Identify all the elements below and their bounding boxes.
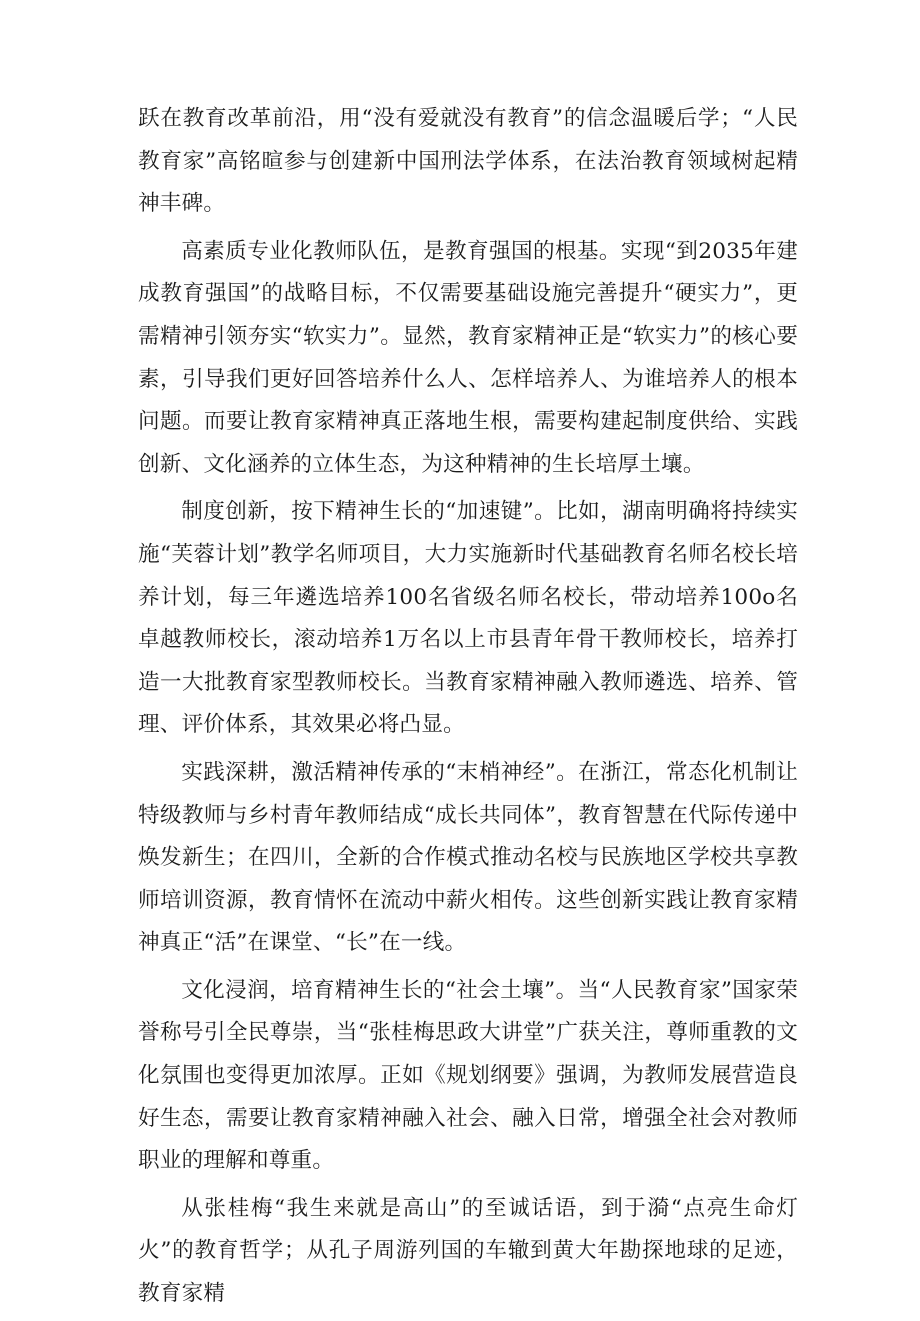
paragraph-3: 制度创新，按下精神生长的“加速键”。比如，湖南明确将持续实施“芙蓉计划”教学名师项目，大力实施新时代基础教育名师名校长培养计划，每三年遴选培养100名省级名师名校长，带动培养100o名卓越教师校长，滚动培养1万名以上市县青年骨干教师校长，培养打造一大批教育家型教师校长。当教育家精神融入教师遴选、培养、管理、评价体系，其效果必将凸显。 [138,499,798,738]
paragraph-4: 实践深耕，激活精神传承的“末梢神经”。在浙江，常态化机制让特级教师与乡村青年教师结成“成长共同体”，教育智慧在代际传递中焕发新生；在四川，全新的合作模式推动名校与民族地区学校共享教师培训资源，教育情怀在流动中薪火相传。这些创新实践让教育家精神真正“活”在课堂、“长”在一线。 [138,759,798,956]
paragraph-6: 从张桂梅“我生来就是高山”的至诚话语，到于漪“点亮生命灯火”的教育哲学；从孔子周游列国的车辙到黄大年勘探地球的足迹，教育家精 [138,1195,798,1307]
article-body [138,98,798,1321]
paragraph-2: 高素质专业化教师队伍，是教育强国的根基。实现“到2035年建成教育强国”的战略目标，不仅需要基础设施完善提升“硬实力”，更需精神引领夯实“软实力”。显然，教育家精神正是“软实力”的核心要素，引导我们更好回答培养什么人、怎样培养人、为谁培养人的根本问题。而要让教育家精神真正落地生根，需要构建起制度供给、实践创新、文化涵养的立体生态，为这种精神的生长培厚土壤。 [138,238,798,477]
paragraph-5: 文化浸润，培育精神生长的“社会土壤”。当“人民教育家”国家荣誉称号引全民尊崇，当“张桂梅思政大讲堂”广获关注，尊师重教的文化氛围也变得更加浓厚。正如《规划纲要》强调，为教师发展营造良好生态，需要让教育家精神融入社会、融入日常，增强全社会对教师职业的理解和尊重。 [138,977,798,1174]
paragraph-1: 跃在教育改革前沿，用“没有爱就没有教育”的信念温暖后学；“人民教育家”高铭暄参与创建新中国刑法学体系，在法治教育领域树起精神丰碑。 [138,106,798,217]
